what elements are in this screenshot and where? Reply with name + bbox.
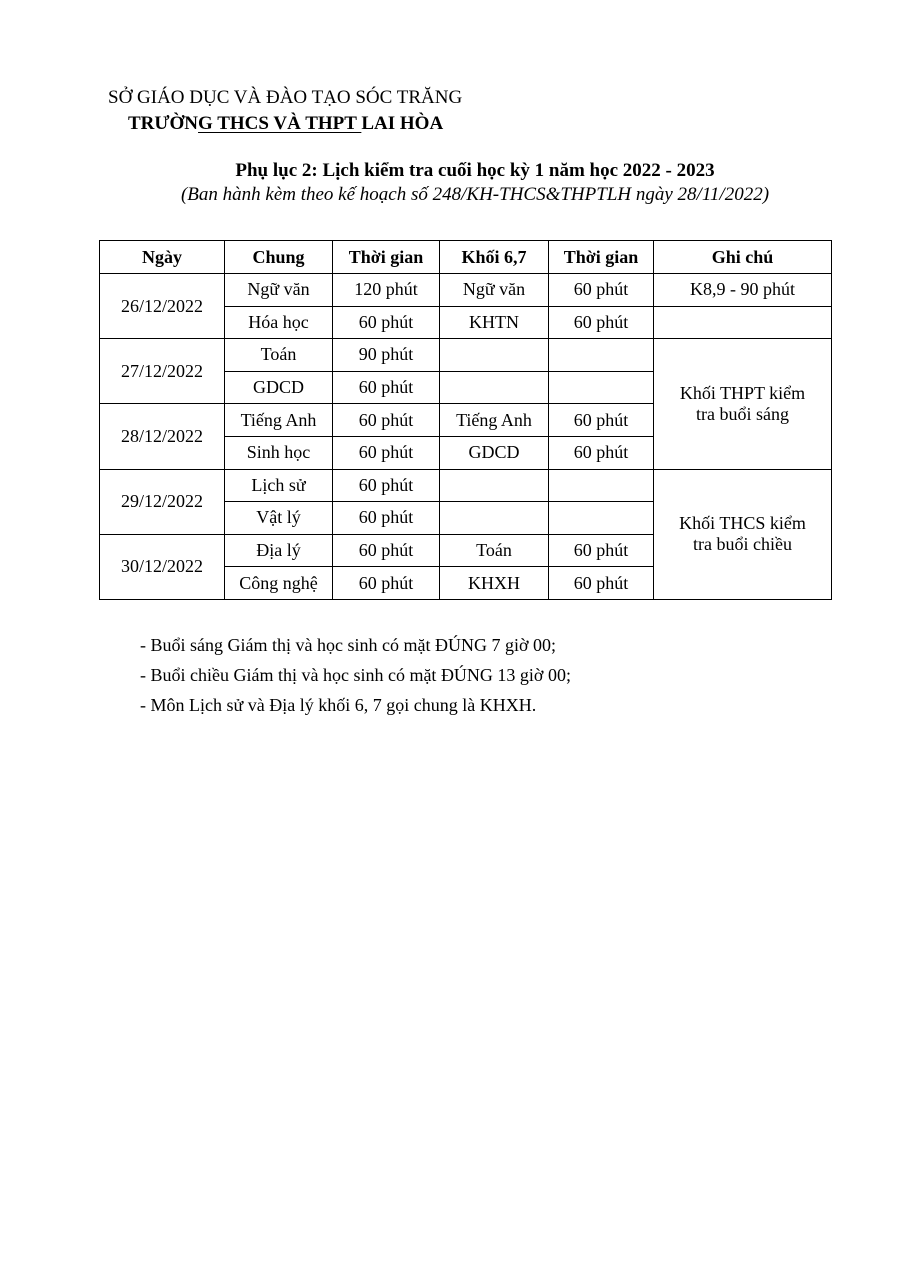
header-date: Ngày [100, 241, 225, 274]
time-cell: 60 phút [333, 534, 440, 567]
common-subject-cell: Toán [225, 339, 333, 372]
grade-subject-cell: GDCD [440, 436, 549, 469]
date-cell: 30/12/2022 [100, 534, 225, 599]
common-subject-cell: Tiếng Anh [225, 404, 333, 437]
date-cell: 27/12/2022 [100, 339, 225, 404]
grade-subject-cell: Tiếng Anh [440, 404, 549, 437]
grade-subject-cell: KHTN [440, 306, 549, 339]
note-cell: K8,9 - 90 phút [654, 274, 832, 307]
time-cell: 60 phút [549, 436, 654, 469]
grade-subject-cell [440, 339, 549, 372]
note-cell-high-school [654, 339, 832, 469]
common-subject-cell: Công nghệ [225, 567, 333, 600]
header-notes: Ghi chú [654, 241, 832, 274]
grade-subject-cell [440, 469, 549, 502]
note-line: Khối THPT kiểm [679, 382, 806, 403]
table-row [100, 274, 832, 307]
table-row [100, 339, 832, 372]
time-cell [549, 371, 654, 404]
header-grade-6-7: Khối 6,7 [440, 241, 549, 274]
note-item: - Môn Lịch sử và Địa lý khối 6, 7 gọi chung là KHXH. [140, 695, 537, 715]
time-cell: 60 phút [549, 306, 654, 339]
time-cell [549, 469, 654, 502]
grade-subject-cell [440, 502, 549, 535]
time-cell: 60 phút [333, 567, 440, 600]
time-cell: 60 phút [549, 274, 654, 307]
time-cell: 60 phút [549, 404, 654, 437]
date-cell: 29/12/2022 [100, 469, 225, 534]
note-cell [654, 306, 832, 339]
common-subject-cell: Sinh học [225, 436, 333, 469]
table-header-row [100, 241, 832, 274]
grade-subject-cell [440, 371, 549, 404]
common-subject-cell: Vật lý [225, 502, 333, 535]
school-name-part-2: G THCS VÀ THPT [198, 113, 362, 134]
notes-list [140, 630, 571, 720]
document-subtitle: (Ban hành kèm theo kế hoạch số 248/KH-THCS&THPTLH ngày 28/11/2022) [180, 184, 770, 205]
note-item: - Buổi sáng Giám thị và học sinh có mặt ĐÚNG 7 giờ 00; [140, 635, 556, 655]
date-cell: 26/12/2022 [100, 274, 225, 339]
school-name-part-3: LAI HÒA [361, 113, 444, 134]
common-subject-cell: Ngữ văn [225, 274, 333, 307]
time-cell [549, 502, 654, 535]
time-cell: 90 phút [333, 339, 440, 372]
time-cell: 60 phút [549, 567, 654, 600]
date-cell: 28/12/2022 [100, 404, 225, 469]
header-common: Chung [225, 241, 333, 274]
grade-subject-cell: KHXH [440, 567, 549, 600]
time-cell: 60 phút [333, 502, 440, 535]
header-time-2: Thời gian [549, 241, 654, 274]
table-row [100, 469, 832, 502]
grade-subject-cell: Toán [440, 534, 549, 567]
common-subject-cell: GDCD [225, 371, 333, 404]
common-subject-cell: Địa lý [225, 534, 333, 567]
document-title: Phụ lục 2: Lịch kiểm tra cuối học kỳ 1 năm học 2022 - 2023 [235, 160, 715, 181]
school-name-part-1: TRƯỜN [128, 113, 199, 134]
grade-subject-cell: Ngữ văn [440, 274, 549, 307]
note-line: tra buổi sáng [696, 403, 789, 424]
school-name [128, 112, 443, 136]
time-cell: 60 phút [333, 404, 440, 437]
time-cell: 60 phút [333, 436, 440, 469]
common-subject-cell: Hóa học [225, 306, 333, 339]
note-cell-secondary-school [654, 469, 832, 599]
time-cell: 60 phút [333, 371, 440, 404]
time-cell: 60 phút [549, 534, 654, 567]
time-cell: 60 phút [333, 306, 440, 339]
header-time-1: Thời gian [333, 241, 440, 274]
time-cell: 120 phút [333, 274, 440, 307]
time-cell: 60 phút [333, 469, 440, 502]
note-line: tra buổi chiều [693, 534, 792, 555]
note-line: Khối THCS kiểm [679, 513, 806, 534]
time-cell [549, 339, 654, 372]
common-subject-cell: Lịch sử [225, 469, 333, 502]
department-name: SỞ GIÁO DỤC VÀ ĐÀO TẠO SÓC TRĂNG [108, 87, 463, 108]
note-item: - Buổi chiều Giám thị và học sinh có mặt ĐÚNG 13 giờ 00; [140, 665, 571, 685]
exam-schedule-table [99, 240, 832, 600]
